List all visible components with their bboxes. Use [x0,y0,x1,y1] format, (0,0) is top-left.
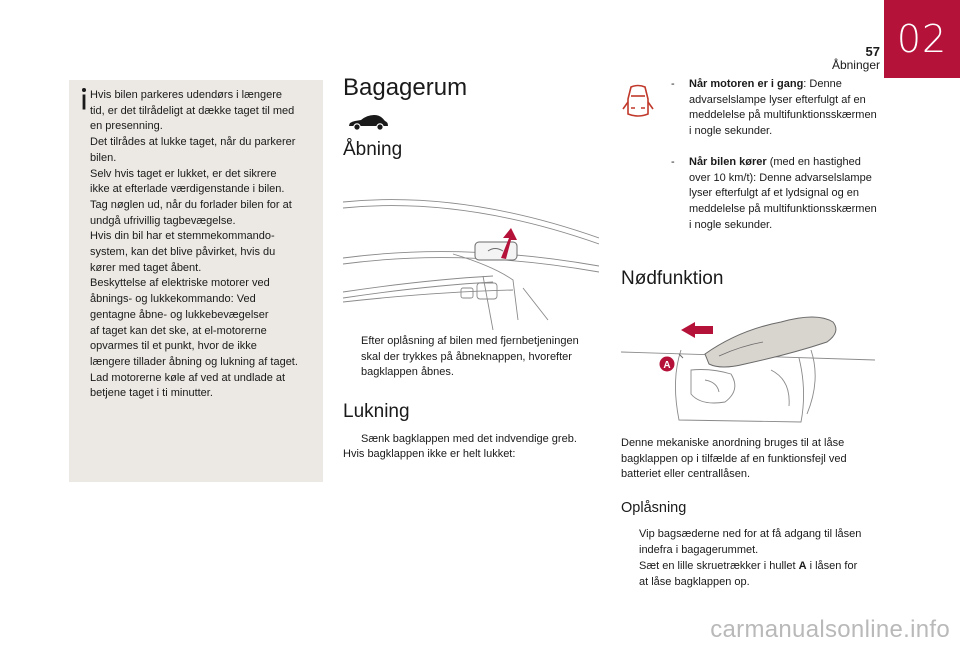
subsection-title-closing: Lukning [343,401,410,422]
opening-step [343,334,601,381]
subsection-title-unlock: Oplåsning [621,500,687,516]
chapter-number: 02 [896,17,948,61]
unlock-step-text: Vip bagsæderne ned for at få adgang til låsen indefra i bagagerummet. [639,528,862,556]
warning-item-driving [669,155,879,234]
car-silhouette-icon [347,113,389,131]
info-box [69,80,323,482]
warning-text: (med en hastighed over 10 km/t): Denne advarselslampe lyser efterfulgt af et lydsignal og en meddelelse på multifunktionsskærmen i nogle sekunder. [689,156,877,231]
warning-text: : Denne advarselslampe lyser efterfulgt af en meddelelse på multifunktionsskærmen i nogle sekunder. [689,78,877,138]
subsection-title-opening: Åbning [343,139,403,160]
emergency-description: Denne mekaniske anordning bruges til at låse bagklappen op i tilfælde af en funktionsfejl ved batteriet eller centrallåsen. [621,437,847,481]
page-number: 57 [865,44,880,59]
chapter-tab [884,0,960,78]
watermark: carmanualsonline.info [710,616,950,643]
info-icon [78,87,90,111]
dash-glyph: - [671,78,675,90]
open-door-warning-icon [622,83,654,121]
unlock-step-text: Sæt en lille skruetrækker i hullet [639,560,799,572]
emergency-release-illustration [621,310,875,428]
unlock-step-2 [621,559,863,590]
section-title-bagagerum: Bagagerum [343,74,468,101]
closing-step-text: Sænk bagklappen med det indvendige greb. [361,433,577,445]
info-text: Hvis bilen parkeres udendørs i længere tid, er det tilrådeligt at dække taget til med en presenning. Det tilrådes at lukke taget, når du parkerer bilen. Selv hvis taget er lukket, er det sikrere ikke at efterlade værdigenstande i bilen. Tag nøglen ud, når du forlader bilen for at undgå ufrivillig tagbevægelse. Hvis din bil har et stemmekommando- system, kan det blive påvirket, hvis du kører med taget åbent. Beskyttelse af elektriske motorer ved åbnings- og lukkekommando: Ved gentagne åbne- og lukkebevægelser af taget kan det ske, at el-motorerne opvarmes til et punkt, hvor de ikke længere tillader åbning og lukning af taget. Lad motorerne køle af ved at undlade at betjene taget i ti minutter. [90,89,298,400]
dash-glyph: - [671,156,675,168]
section-title-emergency: Nødfunktion [621,268,724,289]
chapter-title: Åbninger [831,58,880,72]
tailgate-button-illustration [343,180,599,330]
callout-label-a: A [663,360,671,371]
unlock-step-1 [621,527,863,558]
warning-lead: Når motoren er i gang [689,78,804,90]
unlock-step-text: i låsen for at låse bagklappen op. [639,560,858,588]
closing-note: Hvis bagklappen ikke er helt lukket: [343,448,516,460]
warning-lead: Når bilen kører [689,156,767,168]
closing-step [343,432,605,448]
warning-item-engine-running [669,77,879,140]
unlock-step-highlight: A [798,560,807,572]
opening-step-text: Efter oplåsning af bilen med fjernbetjeningen skal der trykkes på åbneknappen, hvorefter bagklappen åbnes. [361,335,579,379]
